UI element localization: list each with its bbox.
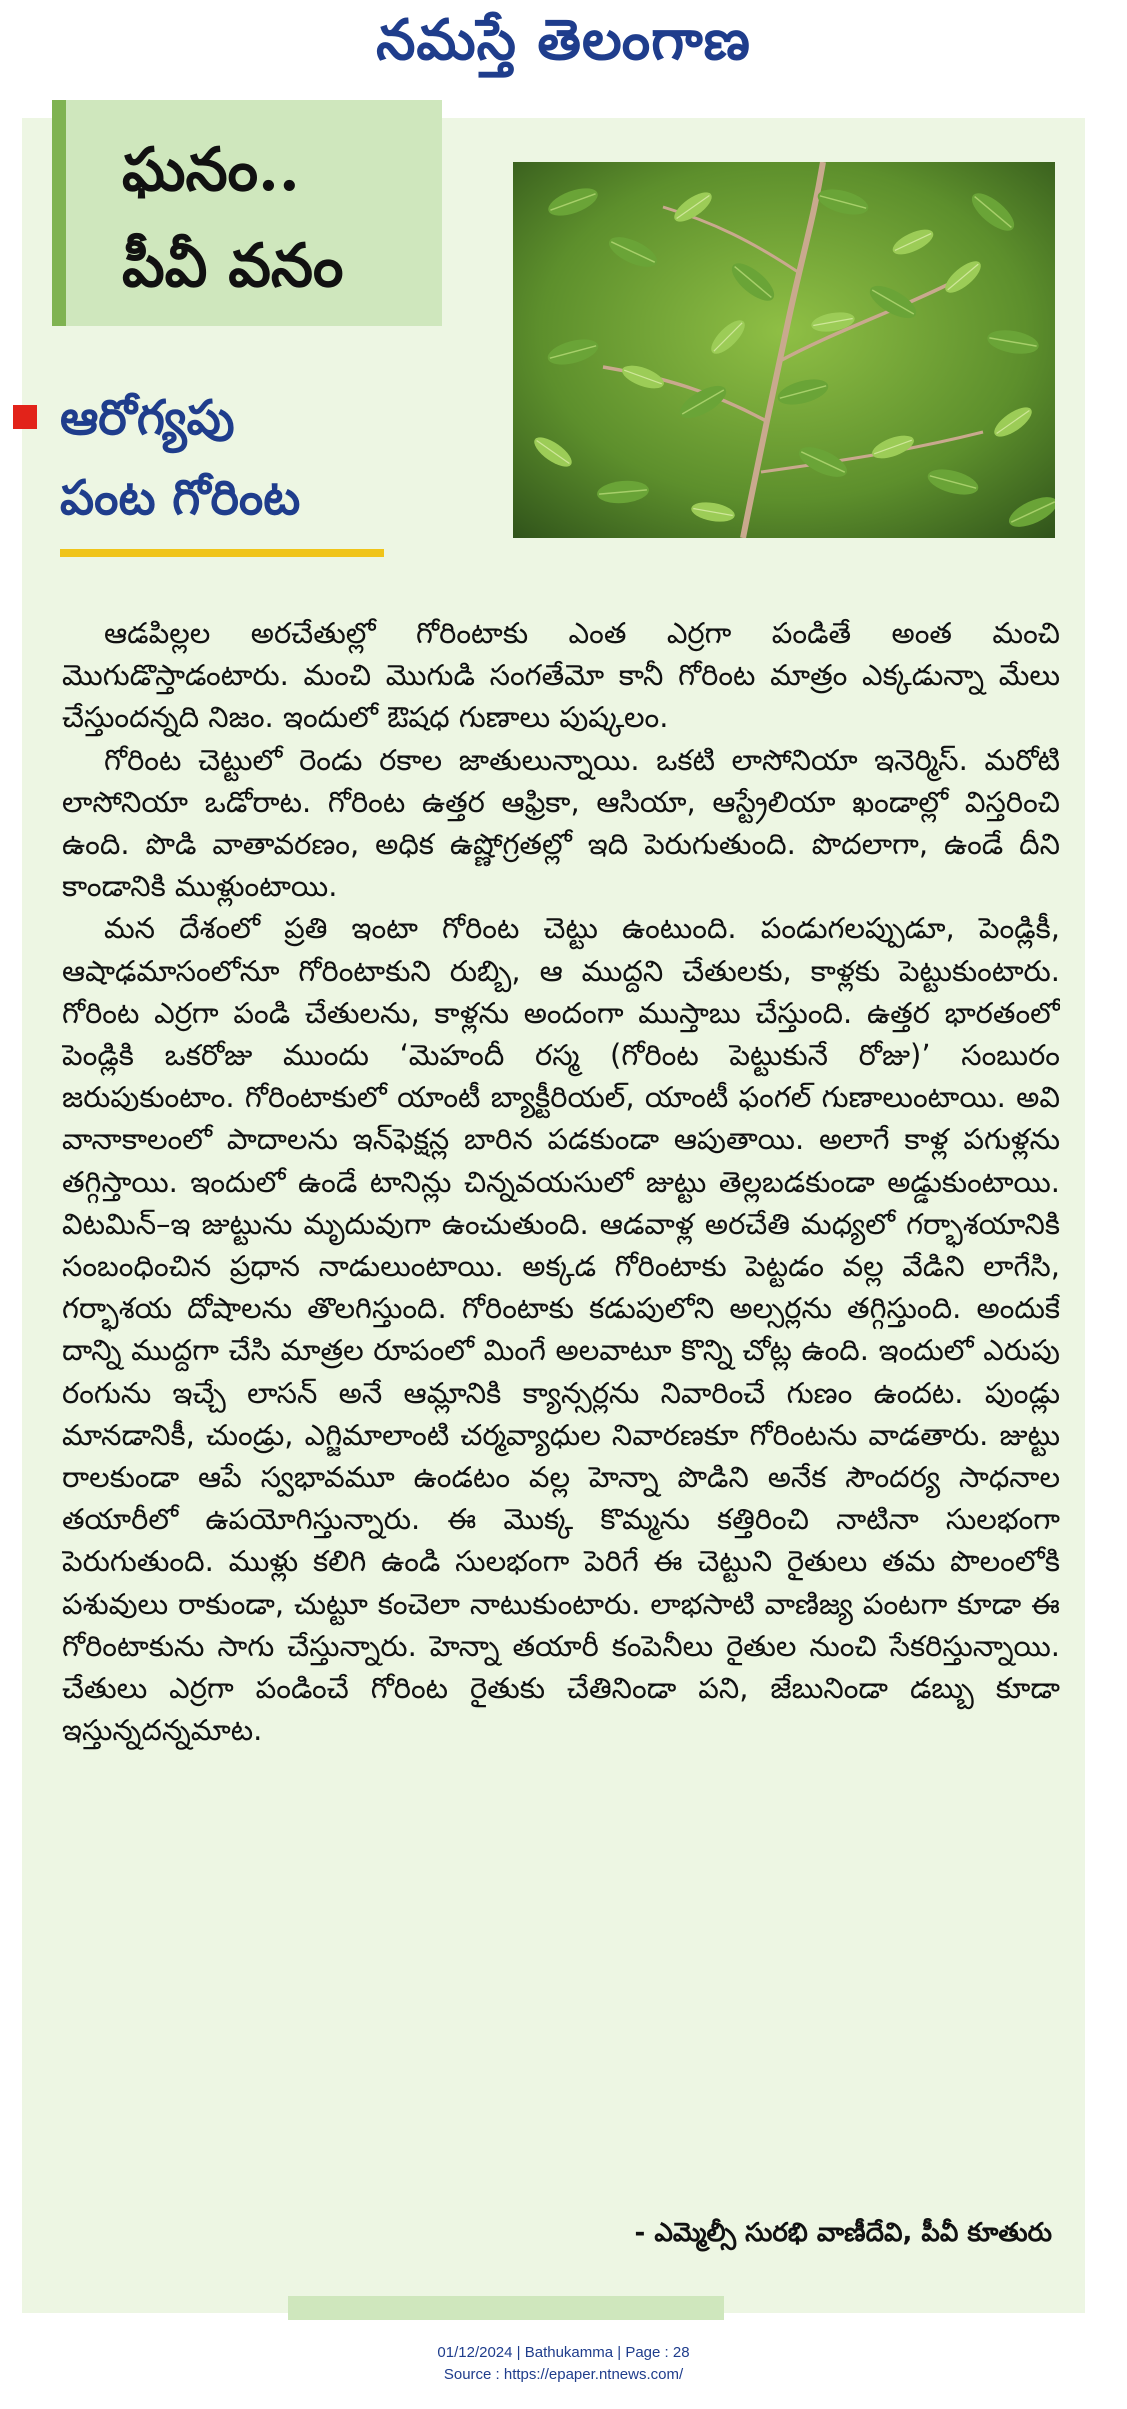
body-paragraph-3: మన దేశంలో ప్రతి ఇంటా గోరింట చెట్టు ఉంటుంది. పండుగలప్పుడూ, పెండ్లికీ, ఆషాఢమాసంలోనూ గోరింటాకుని రుబ్బి, ఆ ముద్దని చేతులకు, కాళ్లకు పెట్టుకుంటారు. గోరింట ఎర్రగా పండి చేతులను, కాళ్లను అందంగా ముస్తాబు చేస్తుంది. ఉత్తర భారతంలో పెండ్లికి ఒకరోజు ముందు ‘మెహందీ రస్మ (గోరింట పెట్టుకునే రోజు)’ సంబురం జరుపుకుంటాం. గోరింటాకులో యాంటీ బ్యాక్టీరియల్, యాంటీ ఫంగల్ గుణాలుంటాయి. అవి వానాకాలంలో పాదాలను ఇన్‌ఫెక్షన్ల బారిన పడకుండా ఆపుతాయి. అలాగే కాళ్ల పగుళ్లను తగ్గిస్తాయి. ఇందులో ఉండే టానిన్లు చిన్నవయసులో జుట్టు తెల్లబడకుండా అడ్డుకుంటాయి. విటమిన్–ఇ జుట్టును మృదువుగా ఉంచుతుంది. ఆడవాళ్ల అరచేతి మధ్యలో గర్భాశయానికి సంబంధించిన ప్రధాన నాడులుంటాయి. అక్కడ గోరింటాకు పెట్టడం వల్ల వేడిని లాగేసి, గర్భాశయ దోషాలను తొలగిస్తుంది. గోరింటాకు కడుపులోని అల్సర్లను తగ్గిస్తుంది. అందుకే దాన్ని ముద్దగా చేసి మాత్రల రూపంలో మింగే అలవాటూ కొన్ని చోట్ల ఉంది. ఇందులో ఎరుపు రంగును ఇచ్చే లాసన్ అనే ఆమ్లానికి క్యాన్సర్లను నివారించే గుణం ఉందట. పుండ్లు మానడానికీ, చుండ్రు, ఎగ్జిమాలాంటి చర్మవ్యాధుల నివారణకూ గోరింటను వాడతారు. జుట్టు రాలకుండా ఆపే స్వభావమూ ఉండటం వల్ల హెన్నా పొడిని అనేక సౌందర్య సాధనాల తయారీలో ఉపయోగిస్తున్నారు. ఈ మొక్క కొమ్మను కత్తిరించి నాటినా సులభంగా పెరుగుతుంది. ముళ్లు కలిగి ఉండి సులభంగా పెరిగే ఈ చెట్టుని రైతులు తమ పొలంలోకి పశువులు రాకుండా, చుట్టూ కంచెలా నాటుకుంటారు. లాభసాటి వాణిజ్య పంటగా కూడా ఈ గోరింటాకును సాగు చేస్తున్నారు. హెన్నా తయారీ కంపెనీలు రైతుల నుంచి సేకరిస్తున్నాయి. చేతులు ఎర్రగా పండించే గోరింట రైతుకు చేతినిండా పని, జేబునిండా డబ్బు కూడా ఇస్తున్నదన్నమాట. — [62, 911, 1060, 1748]
henna-plant-photo — [513, 162, 1055, 538]
subhead-line-1: ఆరోగ్యపు — [60, 390, 235, 446]
article-body — [62, 612, 1060, 2192]
subhead-underline — [60, 549, 384, 557]
footer-date-page: 01/12/2024 | Bathukamma | Page : 28 — [437, 2344, 690, 2361]
body-paragraph-2: గోరింట చెట్టులో రెండు రకాల జాతులున్నాయి. ఒకటి లాసోనియా ఇనెర్మిస్. మరోటి లాసోనియా ఒడోరాట. గోరింట ఉత్తర ఆఫ్రికా, ఆసియా, ఆస్ట్రేలియా ఖండాల్లో విస్తరించి ఉంది. పొడి వాతావరణం, అధిక ఉష్ణోగ్రతల్లో ఇది పెరుగుతుంది. పొదలాగా, ఉండే దీని కాండానికి ముళ్లుంటాయి. — [62, 742, 1060, 904]
headline-line-2: పీవీ వనం — [122, 231, 344, 301]
subheadline — [60, 378, 390, 538]
body-paragraph-1: ఆడపిల్లల అరచేతుల్లో గోరింటాకు ఎంత ఎర్రగా పండితే అంత మంచి మొగుడొస్తాడంటారు. మంచి మొగుడి సంగతేమో కానీ గోరింట మాత్రం ఎక్కడున్నా మేలు చేస్తుందన్నది నిజం. ఇందులో ఔషధ గుణాలు పుష్కలం. — [62, 616, 1060, 735]
footer-source-link[interactable]: Source : https://epaper.ntnews.com/ — [443, 2366, 684, 2383]
subhead-marker — [13, 405, 37, 429]
footer-bar — [288, 2296, 724, 2320]
masthead-logo: నమస్తే తెలంగాణ — [376, 7, 751, 73]
headline-line-1: ఘనం.. — [122, 135, 300, 205]
subhead-line-2: పంట గోరింట — [60, 470, 301, 526]
page-footer — [0, 2342, 1127, 2386]
headline-box — [52, 100, 442, 326]
author-byline: - ఎమ్మెల్సీ సురభి వాణీదేవి, పీవీ కూతురు — [634, 2218, 1052, 2248]
